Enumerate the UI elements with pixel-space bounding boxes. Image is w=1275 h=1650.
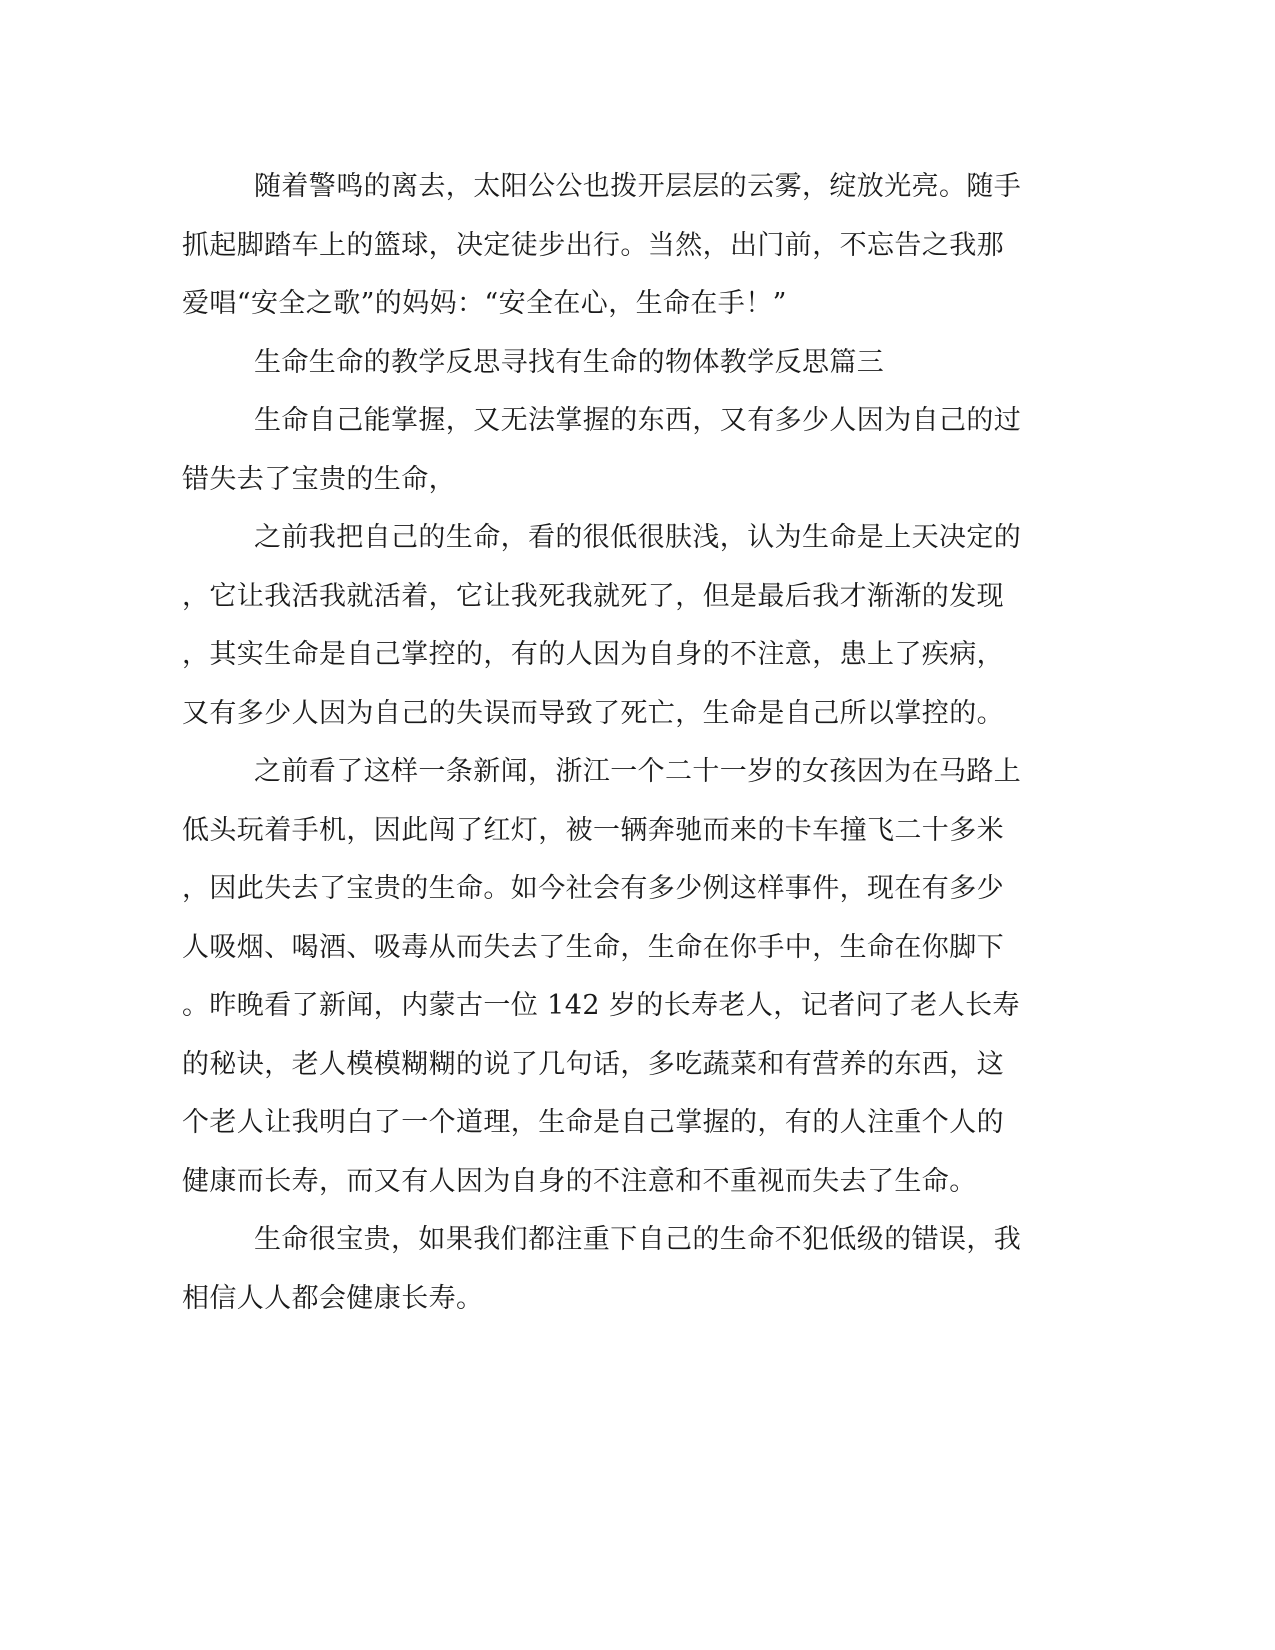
text-line: ，它让我活我就活着，它让我死我就死了，但是最后我才渐渐的发现 [182,580,1004,612]
text-line: 随着警鸣的离去，太阳公公也拨开层层的云雾，绽放光亮。随手 [254,171,1022,202]
text-line: 低头玩着手机，因此闯了红灯，被一辆奔驰而来的卡车撞飞二十多米 [182,814,1004,846]
text-line: 。昨晚看了新闻，内蒙古一位 142 岁的长寿老人，记者问了老人长寿 [182,990,1020,1021]
text-line: 健康而长寿，而又有人因为自身的不注意和不重视而失去了生命。 [182,1165,977,1197]
text-line: 又有多少人因为自己的失误而导致了死亡，生命是自己所以掌控的。 [182,697,1004,729]
text-line: ，其实生命是自己掌控的，有的人因为自身的不注意，患上了疾病， [182,639,1004,670]
text-line: 相信人人都会健康长寿。 [182,1282,484,1314]
document-body [182,158,1032,1328]
text-line: 抓起脚踏车上的篮球，决定徒步出行。当然，出门前，不忘告之我那 [182,229,1004,261]
text-line: 爱唱“安全之歌”的妈妈：“安全在心，生命在手！” [182,288,787,319]
text-line: 之前我把自己的生命，看的很低很肤浅，认为生命是上天决定的 [254,522,1022,553]
text-line: 生命很宝贵，如果我们都注重下自己的生命不犯低级的错误，我 [254,1224,1022,1255]
section-heading: 生命生命的教学反思寻找有生命的物体教学反思篇三 [254,346,885,378]
text-line: 错失去了宝贵的生命， [182,463,456,495]
text-line: 个老人让我明白了一个道理，生命是自己掌握的，有的人注重个人的 [182,1107,1004,1138]
text-line: 人吸烟、喝酒、吸毒从而失去了生命，生命在你手中，生命在你脚下 [182,931,1004,963]
text-line: 之前看了这样一条新闻，浙江一个二十一岁的女孩因为在马路上 [254,756,1022,787]
text-line: ，因此失去了宝贵的生命。如今社会有多少例这样事件，现在有多少 [182,873,1004,904]
text-line: 的秘诀，老人模模糊糊的说了几句话，多吃蔬菜和有营养的东西，这 [182,1048,1004,1080]
text-line: 生命自己能掌握，又无法掌握的东西，又有多少人因为自己的过 [254,405,1022,436]
